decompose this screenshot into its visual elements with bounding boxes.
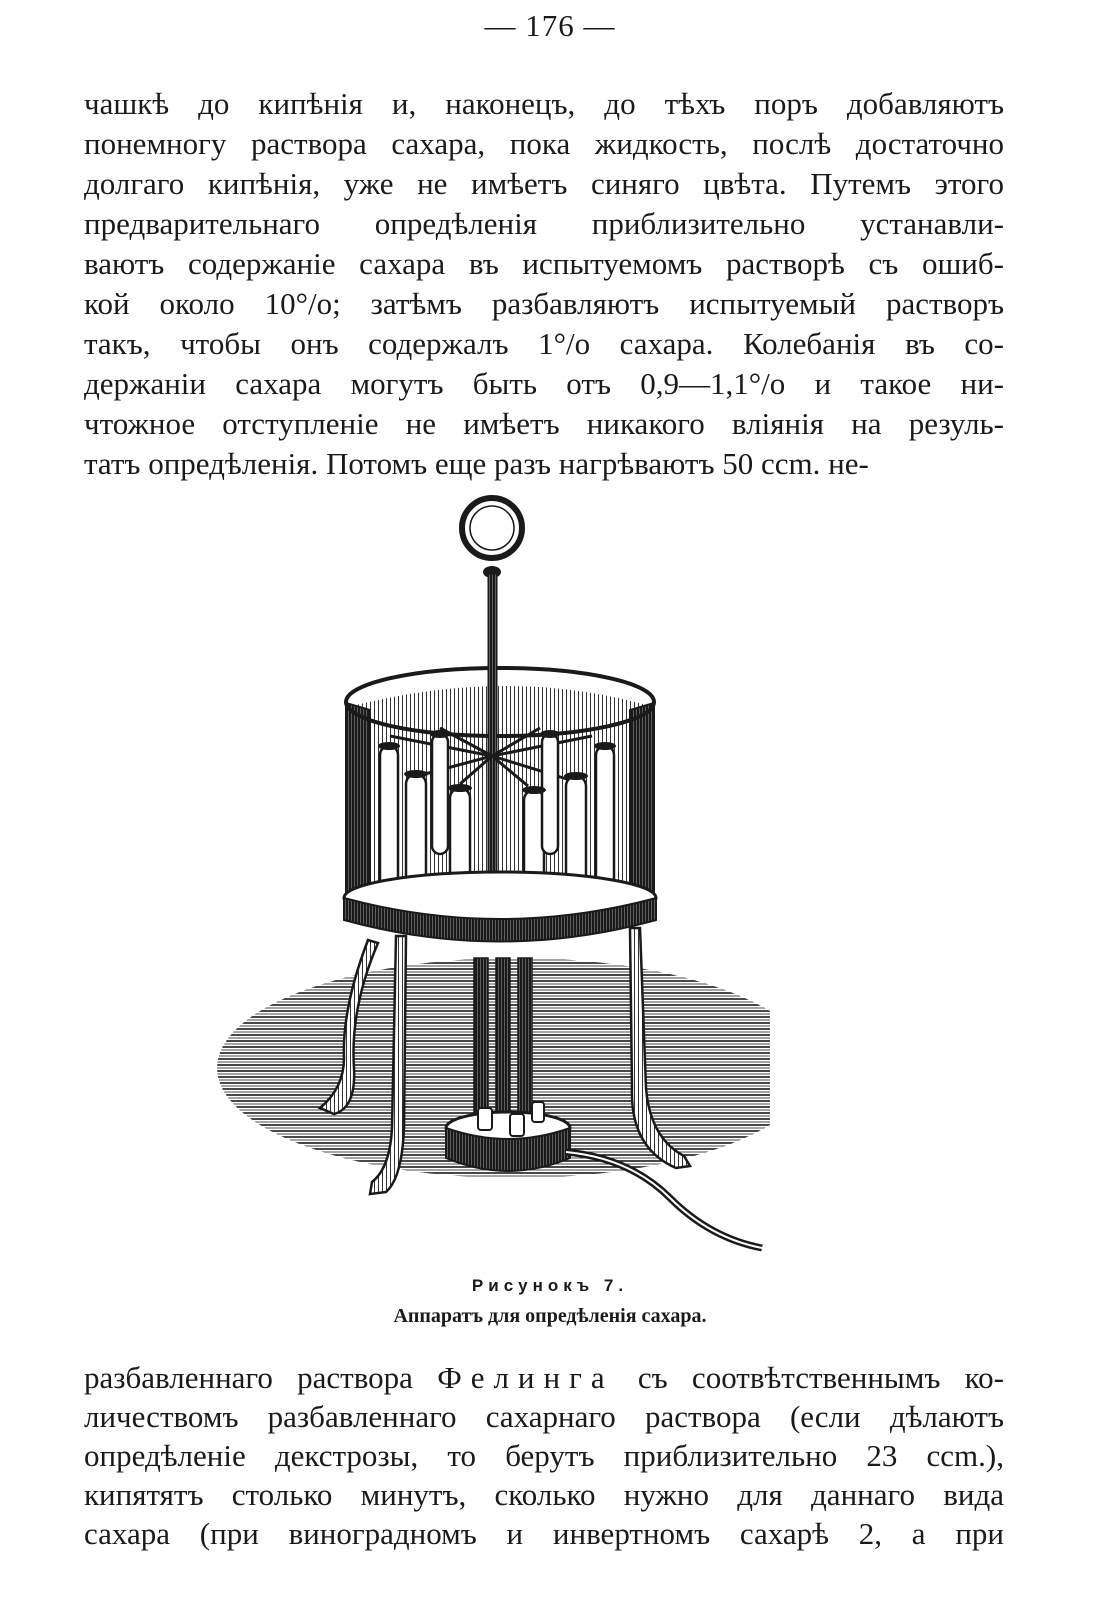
drum-wall-left bbox=[346, 703, 370, 898]
text-fragment: съ соотвѣтственнымъ ко- bbox=[613, 1360, 1004, 1395]
text-line: кипятятъ столько минутъ, сколько нужно для даннаго вида bbox=[84, 1477, 1004, 1512]
text-line bbox=[84, 1358, 1004, 1397]
text-line: личествомъ разбавленнаго сахарнаго раствора (если дѣлаютъ bbox=[84, 1399, 1004, 1434]
lifting-ring bbox=[462, 498, 522, 558]
page-number: — 176 — bbox=[484, 8, 616, 43]
text-line: понемногу раствора сахара, пока жидкость, послѣ достаточно bbox=[84, 126, 1004, 161]
test-tube bbox=[380, 746, 398, 896]
emphasized-name: Фелинга bbox=[437, 1360, 614, 1395]
sugar-apparatus-illustration bbox=[210, 488, 770, 1258]
text-line: татъ опредѣленія. Потомъ еще разъ нагрѣваютъ 50 ccm. не- bbox=[84, 446, 869, 481]
bottom-paragraph bbox=[84, 1358, 1004, 1553]
text-line: чтожное отступленіе не имѣетъ никакого вліянія на резуль- bbox=[84, 406, 1004, 441]
text-line: опредѣленіе декстрозы, то берутъ приблизительно 23 ccm.), bbox=[84, 1438, 1004, 1473]
text-line: держаніи сахара могутъ быть отъ 0,9—1,1°/o и такое ни- bbox=[84, 366, 1004, 401]
text-line: чашкѣ до кипѣнія и, наконецъ, до тѣхъ поръ добавляютъ bbox=[84, 86, 1004, 121]
test-tube bbox=[596, 746, 614, 894]
figure-label: Рисунокъ 7. bbox=[471, 1276, 629, 1295]
text-line: долгаго кипѣнія, уже не имѣетъ синяго цвѣта. Путемъ этого bbox=[84, 166, 1004, 201]
text-line: кой около 10°/o; затѣмъ разбавляютъ испытуемый растворъ bbox=[84, 286, 1004, 321]
test-tube bbox=[542, 734, 558, 854]
text-line: такъ, чтобы онъ содержалъ 1°/o сахара. Колебанія въ со- bbox=[84, 326, 1004, 361]
text-line: сахара (при виноградномъ и инвертномъ сахарѣ 2, а при bbox=[84, 1516, 1004, 1551]
test-tube bbox=[432, 734, 448, 854]
central-rod bbox=[488, 574, 497, 874]
text-fragment: разбавленнаго раствора bbox=[84, 1360, 438, 1395]
top-paragraph bbox=[84, 84, 1004, 484]
text-line: предварительнаго опредѣленія приблизительно устанавли- bbox=[84, 206, 1004, 241]
figure-caption: Аппаратъ для опредѣленія сахара. bbox=[393, 1305, 707, 1327]
drum-wall-right bbox=[630, 703, 654, 898]
text-line: ваютъ содержаніе сахара въ испытуемомъ растворѣ съ ошиб- bbox=[84, 246, 1004, 281]
